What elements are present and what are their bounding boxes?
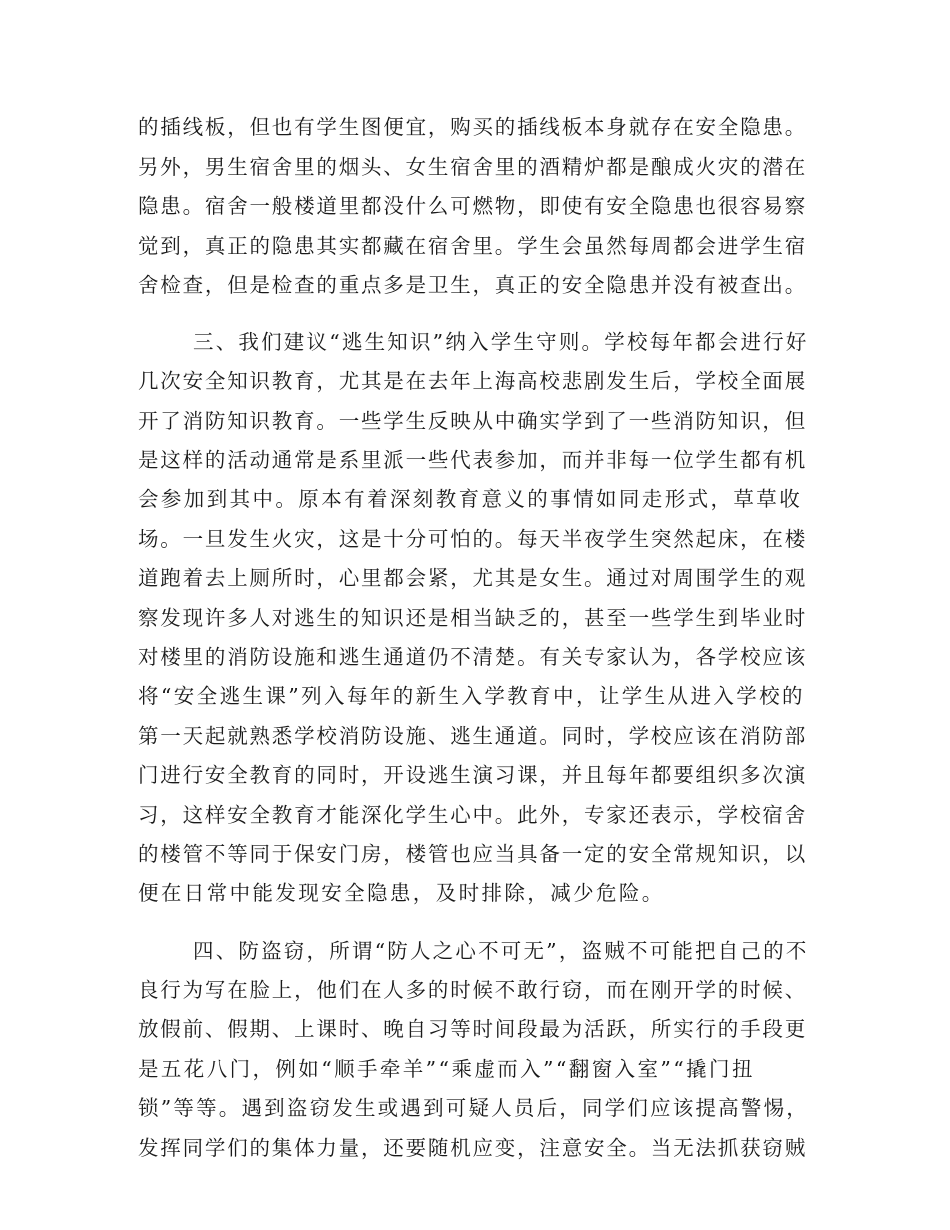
paragraph-2-line-9: 对楼里的消防设施和逃生通道仍不清楚。有关专家认为，各学校应该 — [138, 645, 807, 669]
paragraph-1-line-1: 的插线板，但也有学生图便宜，购买的插线板本身就存在安全隐患。 — [138, 115, 807, 139]
paragraph-2-line-6: 场。一旦发生火灾，这是十分可怕的。每天半夜学生突然起床，在楼 — [138, 527, 807, 551]
paragraph-2-line-7: 道跑着去上厕所时，心里都会紧，尤其是女生。通过对周围学生的观 — [138, 566, 807, 590]
paragraph-2-line-14: 的楼管不等同于保安门房，楼管也应当具备一定的安全常规知识，以 — [138, 842, 807, 866]
paragraph-1-line-4: 觉到，真正的隐患其实都藏在宿舍里。学生会虽然每周都会进学生宿 — [138, 234, 807, 258]
paragraph-2-line-10: 将“安全逃生课”列入每年的新生入学教育中，让学生从进入学校的 — [138, 684, 805, 708]
paragraph-3-line-1: 四、防盗窃，所谓“防人之心不可无”，盗贼不可能把自己的不 — [193, 939, 809, 963]
paragraph-2-line-15: 便在日常中能发现安全隐患，及时排除，减少危险。 — [138, 881, 665, 905]
paragraph-2-line-1: 三、我们建议“逃生知识”纳入学生守则。学校每年都会进行好 — [193, 330, 809, 354]
paragraph-2-line-2: 几次安全知识教育，尤其是在去年上海高校悲剧发生后，学校全面展 — [138, 369, 807, 393]
paragraph-3-line-3: 放假前、假期、上课时、晚自习等时间段最为活跃，所实行的手段更 — [138, 1017, 807, 1041]
paragraph-2-line-12: 门进行安全教育的同时，开设逃生演习课，并且每年都要组织多次演 — [138, 763, 807, 787]
paragraph-2-line-3: 开了消防知识教育。一些学生反映从中确实学到了一些消防知识，但 — [138, 409, 807, 433]
paragraph-3-line-2: 良行为写在脸上，他们在人多的时候不敢行窃，而在刚开学的时候、 — [138, 978, 807, 1002]
paragraph-2-line-11: 第一天起就熟悉学校消防设施、逃生通道。同时，学校应该在消防部 — [138, 724, 807, 748]
paragraph-3-line-6: 发挥同学们的集体力量，还要随机应变，注意安全。当无法抓获窃贼 — [138, 1136, 807, 1160]
paragraph-1-line-5: 舍检查，但是检查的重点多是卫生，真正的安全隐患并没有被查出。 — [138, 273, 807, 297]
paragraph-1-line-3: 隐患。宿舍一般楼道里都没什么可燃物，即使有安全隐患也很容易察 — [138, 194, 807, 218]
paragraph-2-line-4: 是这样的活动通常是系里派一些代表参加，而并非每一位学生都有机 — [138, 448, 807, 472]
paragraph-2-line-5: 会参加到其中。原本有着深刻教育意义的事情如同走形式，草草收 — [138, 487, 803, 511]
paragraph-1-line-2: 另外，男生宿舍里的烟头、女生宿舍里的酒精炉都是酿成火灾的潜在 — [138, 155, 807, 179]
paragraph-3-line-5: 锁”等等。遇到盗窃发生或遇到可疑人员后，同学们应该提高警惕， — [138, 1096, 809, 1120]
paragraph-2-line-13: 习，这样安全教育才能深化学生心中。此外，专家还表示，学校宿舍 — [138, 803, 807, 827]
paragraph-2-line-8: 察发现许多人对逃生的知识还是相当缺乏的，甚至一些学生到毕业时 — [138, 606, 807, 630]
paragraph-3-line-4: 是五花八门，例如“顺手牵羊”“乘虚而入”“翻窗入室”“撬门扭 — [138, 1057, 755, 1081]
